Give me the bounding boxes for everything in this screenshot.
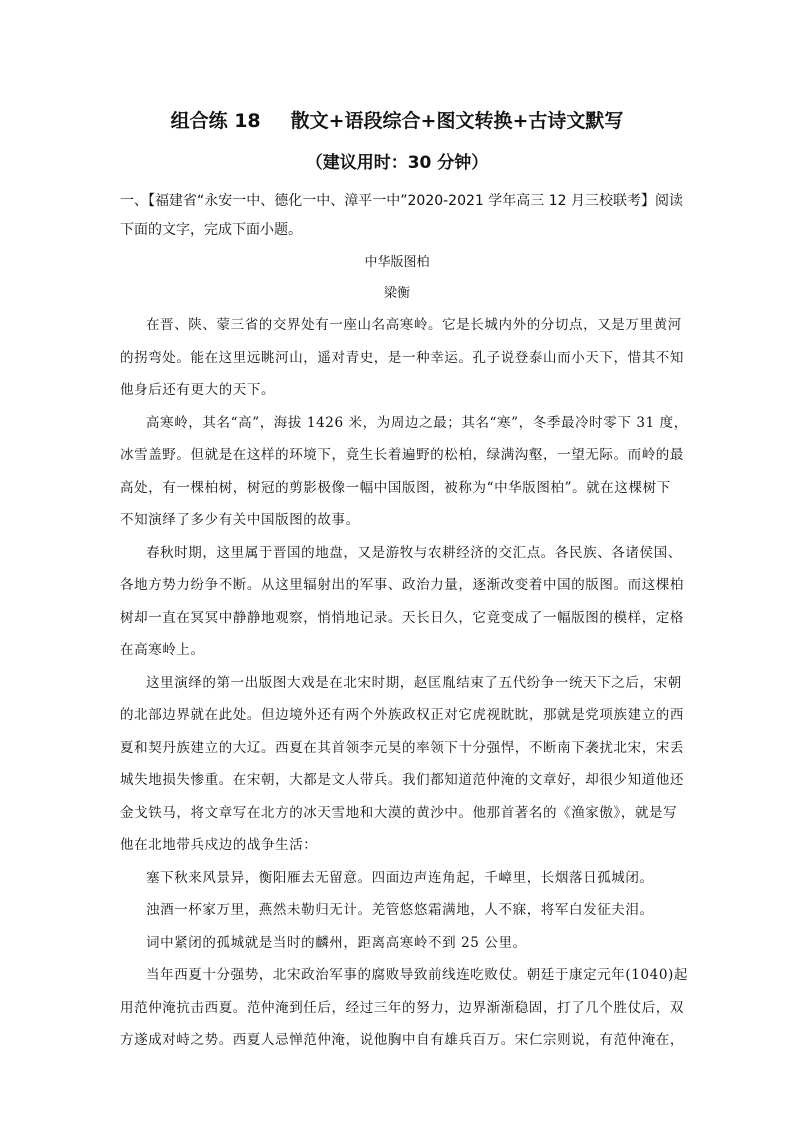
question-intro-line-1: 一、【福建省“永安一中、德化一中、漳平一中”2020-2021 学年高三 12 月三校联考】阅读 <box>120 193 683 209</box>
paragraph-line: 各地方势力纷争不断。从这里辐射出的军事、政治力量，逐渐改变着中国的版图。而这棵柏 <box>120 577 684 593</box>
paragraph-line: 词中紧闭的孤城就是当时的麟州，距离高寒岭不到 25 公里。 <box>146 935 527 951</box>
paragraph-line: 高处，有一棵柏树，树冠的剪影极像一幅中国版图，被称为“中华版图柏”。就在这棵树下 <box>120 480 671 496</box>
poem-line: 浊酒一杯家万里，燕然未勒归无计。羌管悠悠霜满地，人不寐，将军白发征夫泪。 <box>146 902 654 918</box>
question-intro-line-2: 下面的文字，完成下面小题。 <box>120 222 302 238</box>
paragraph-line: 在高寒岭上。 <box>120 642 205 658</box>
paragraph-line: 他身后还有更大的天下。 <box>120 382 276 398</box>
paragraph-line: 春秋时期，这里属于晋国的地盘，又是游牧与农耕经济的交汇点。各民族、各诸侯国、 <box>146 545 682 561</box>
paragraph-line: 方遂成对峙之势。西夏人忌惮范仲淹，说他胸中自有雄兵百万。宋仁宗则说，有范仲淹在， <box>120 1032 684 1048</box>
title-right: 散文+语段综合+图文转换+古诗文默写 <box>290 110 624 132</box>
paragraph-line: 当年西夏十分强势，北宋政治军事的腐败导致前线连吃败仗。朝廷于康定元年(1040)起 <box>146 967 688 983</box>
page-title <box>0 106 794 133</box>
paragraph-line: 城失地损失惨重。在宋朝，大都是文人带兵。我们都知道范仲淹的文章好，却很少知道他还 <box>120 772 684 788</box>
paragraph-line: 的北部边界就在此处。但边境外还有两个外族政权正对它虎视眈眈，那就是党项族建立的西 <box>120 707 684 723</box>
article-author: 梁衡 <box>383 286 410 301</box>
paragraph-line: 在晋、陕、蒙三省的交界处有一座山名高寒岭。它是长城内外的分切点，又是万里黄河 <box>146 317 682 333</box>
paragraph-line: 冰雪盖野。但就是在这样的环境下，竟生长着遍野的松柏，绿满沟壑，一望无际。而岭的最 <box>120 447 684 463</box>
paragraph-line: 金戈铁马，将文章写在北方的冰天雪地和大漠的黄沙中。他那首著名的《渔家傲》，就是写 <box>120 805 678 821</box>
paragraph-line: 的拐弯处。能在这里远眺河山，遥对青史，是一种幸运。孔子说登泰山而小天下，惜其不知 <box>120 350 684 366</box>
paragraph-line: 用范仲淹抗击西夏。范仲淹到任后，经过三年的努力，边界渐渐稳固，打了几个胜仗后，双 <box>120 1000 684 1016</box>
paragraph-line: 树却一直在冥冥中静静地观察，悄悄地记录。天长日久，它竟变成了一幅版图的模样，定格 <box>120 610 684 626</box>
paragraph-line: 不知演绎了多少有关中国版图的故事。 <box>120 512 360 528</box>
paragraph-line: 高寒岭，其名“高”，海拔 1426 米，为周边之最；其名“寒”，冬季最冷时零下 31 度， <box>146 415 688 431</box>
page-subtitle: （建议用时：30 分钟） <box>305 153 489 173</box>
paragraph-line: 夏和契丹族建立的大辽。西夏在其首领李元昊的率领下十分强悍，不断南下袭扰北宋，宋丢 <box>120 740 684 756</box>
article-title: 中华版图柏 <box>364 255 430 270</box>
title-left: 组合练 18 <box>170 110 261 132</box>
poem-line: 塞下秋来风景异，衡阳雁去无留意。四面边声连角起，千嶂里，长烟落日孤城闭。 <box>146 870 654 886</box>
paragraph-line: 他在北地带兵戍边的战争生活： <box>120 837 318 853</box>
paragraph-line: 这里演绎的第一出版图大戏是在北宋时期，赵匡胤结束了五代纷争一统天下之后，宋朝 <box>146 675 682 691</box>
